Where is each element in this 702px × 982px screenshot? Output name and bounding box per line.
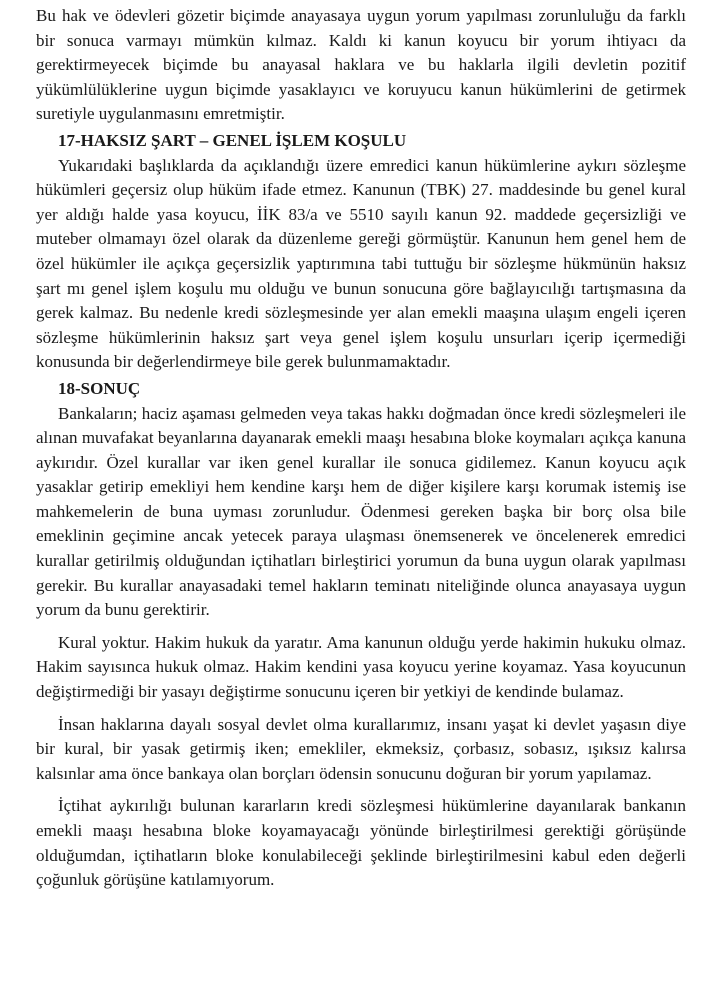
paragraph-intro: Bu hak ve ödevleri gözetir biçimde anayasaya uygun yorum yapılması zorunluluğu da farklı bir sonuca varmayı mümkün kılmaz. Kaldı ki kanun koyucu bir yorum ihtiyacı da gerektirmeyecek biçimde bu anayasal haklara ve bu haklarla ilgili devletin pozitif yükümlülüklerine uygun biçimde yasaklayıcı ve koruyucu kanun hükümlerini de getirmek suretiyle uygulanmasını emretmiştir. bbox=[36, 6, 686, 124]
paragraph-sonuc-1: Bankaların; haciz aşaması gelmeden veya takas hakkı doğmadan önce kredi sözleşmeleri ile alınan muvafakat beyanlarına dayanarak emekli maaşı hesabına bloke koymaları açıkça kanuna aykırıdır. Özel kurallar var iken genel kurallar ile sonuca gidilemez. Kanun koyucu açık yasaklar getirip emekliyi hem kendine karşı hem de diğer kişilere karşı korumak istemiş ise mahkemelerin de buna uyması zorunludur. Ödenmesi gereken başka bir borç olsa bile emeklinin geçimine ancak yetecek paraya ulaşması önemsenerek ve öncelenerek emredici kurallar getirilmiş olduğundan içtihatları birleştirici yorumun da buna uygun olarak yapılması gerekir. Bu kurallar anayasadaki temel hakların teminatı niteliğinde olunca anayasaya uygun yorum da bunu gerektirir. bbox=[36, 403, 686, 620]
heading-sonuc: 18-SONUÇ bbox=[58, 378, 141, 398]
paragraph-sonuc-3: İnsan haklarına dayalı sosyal devlet olma kurallarımız, insanı yaşat ki devlet yaşasın diye bir kural, bir yasak getirmiş iken; emekliler, ekmeksiz, çorbasız, sobasız, ışıksız kalırsa kalsınlar ama önce bankaya olan borçları ödensin sonucunu doğuran bir yorum yapılamaz. bbox=[36, 714, 686, 783]
heading-haksiz-sart: 17-HAKSIZ ŞART – GENEL İŞLEM KOŞULU bbox=[58, 130, 407, 150]
paragraph-haksiz-sart: Yukarıdaki başlıklarda da açıklandığı üzere emredici kanun hükümlerine aykırı sözleşme hükümleri geçersiz olup hüküm ifade etmez. Kanunun (TBK) 27. maddesinde bu genel kural yer aldığı halde yasa koyucu, İİK 83/a ve 5510 sayılı kanun 92. maddede geçersizliği ve muteber olmamayı özel olarak da düzenleme gereği görmüştür. Kanunun hem genel hem de özel hükümler ile açıkça geçersizlik yaptırımına tabi tuttuğu bir sözleşme hükmünün haksız şart mı genel işlem koşulu mu olduğu ve bunun sonucuna göre bağlayıcılığı tartışmasına da gerek kalmaz. Bu nedenle kredi sözleşmesinde yer alan emekli maaşına ulaşım engeli içeren sözleşme hükümlerinin haksız şart veya genel işlem koşulu unsurları içerip içermediği konusunda bir değerlendirmeye bile gerek bulunmamaktadır. bbox=[36, 155, 686, 372]
paragraph-sonuc-2: Kural yoktur. Hakim hukuk da yaratır. Ama kanunun olduğu yerde hakimin hukuku olmaz. Hakim sayısınca hukuk olmaz. Hakim kendini yasa koyucu yerine koyamaz. Yasa koyucunun değiştirmediği bir yasayı değiştirme sonucunu içeren bir yetkiyi de kendinde bulamaz. bbox=[36, 632, 686, 702]
paragraph-sonuc-4: İçtihat aykırılığı bulunan kararların kredi sözleşmesi hükümlerine dayanılarak bankanın emekli maaşı hesabına bloke koyamayacağı yönünde birleştirilmesi gerektiği görüşünde olduğumdan, içtihatların bloke konulabileceği şeklinde birleştirilmesini kabul eden değerli çoğunluk görüşüne katılamıyorum. bbox=[36, 796, 686, 890]
document-page bbox=[36, 4, 686, 893]
